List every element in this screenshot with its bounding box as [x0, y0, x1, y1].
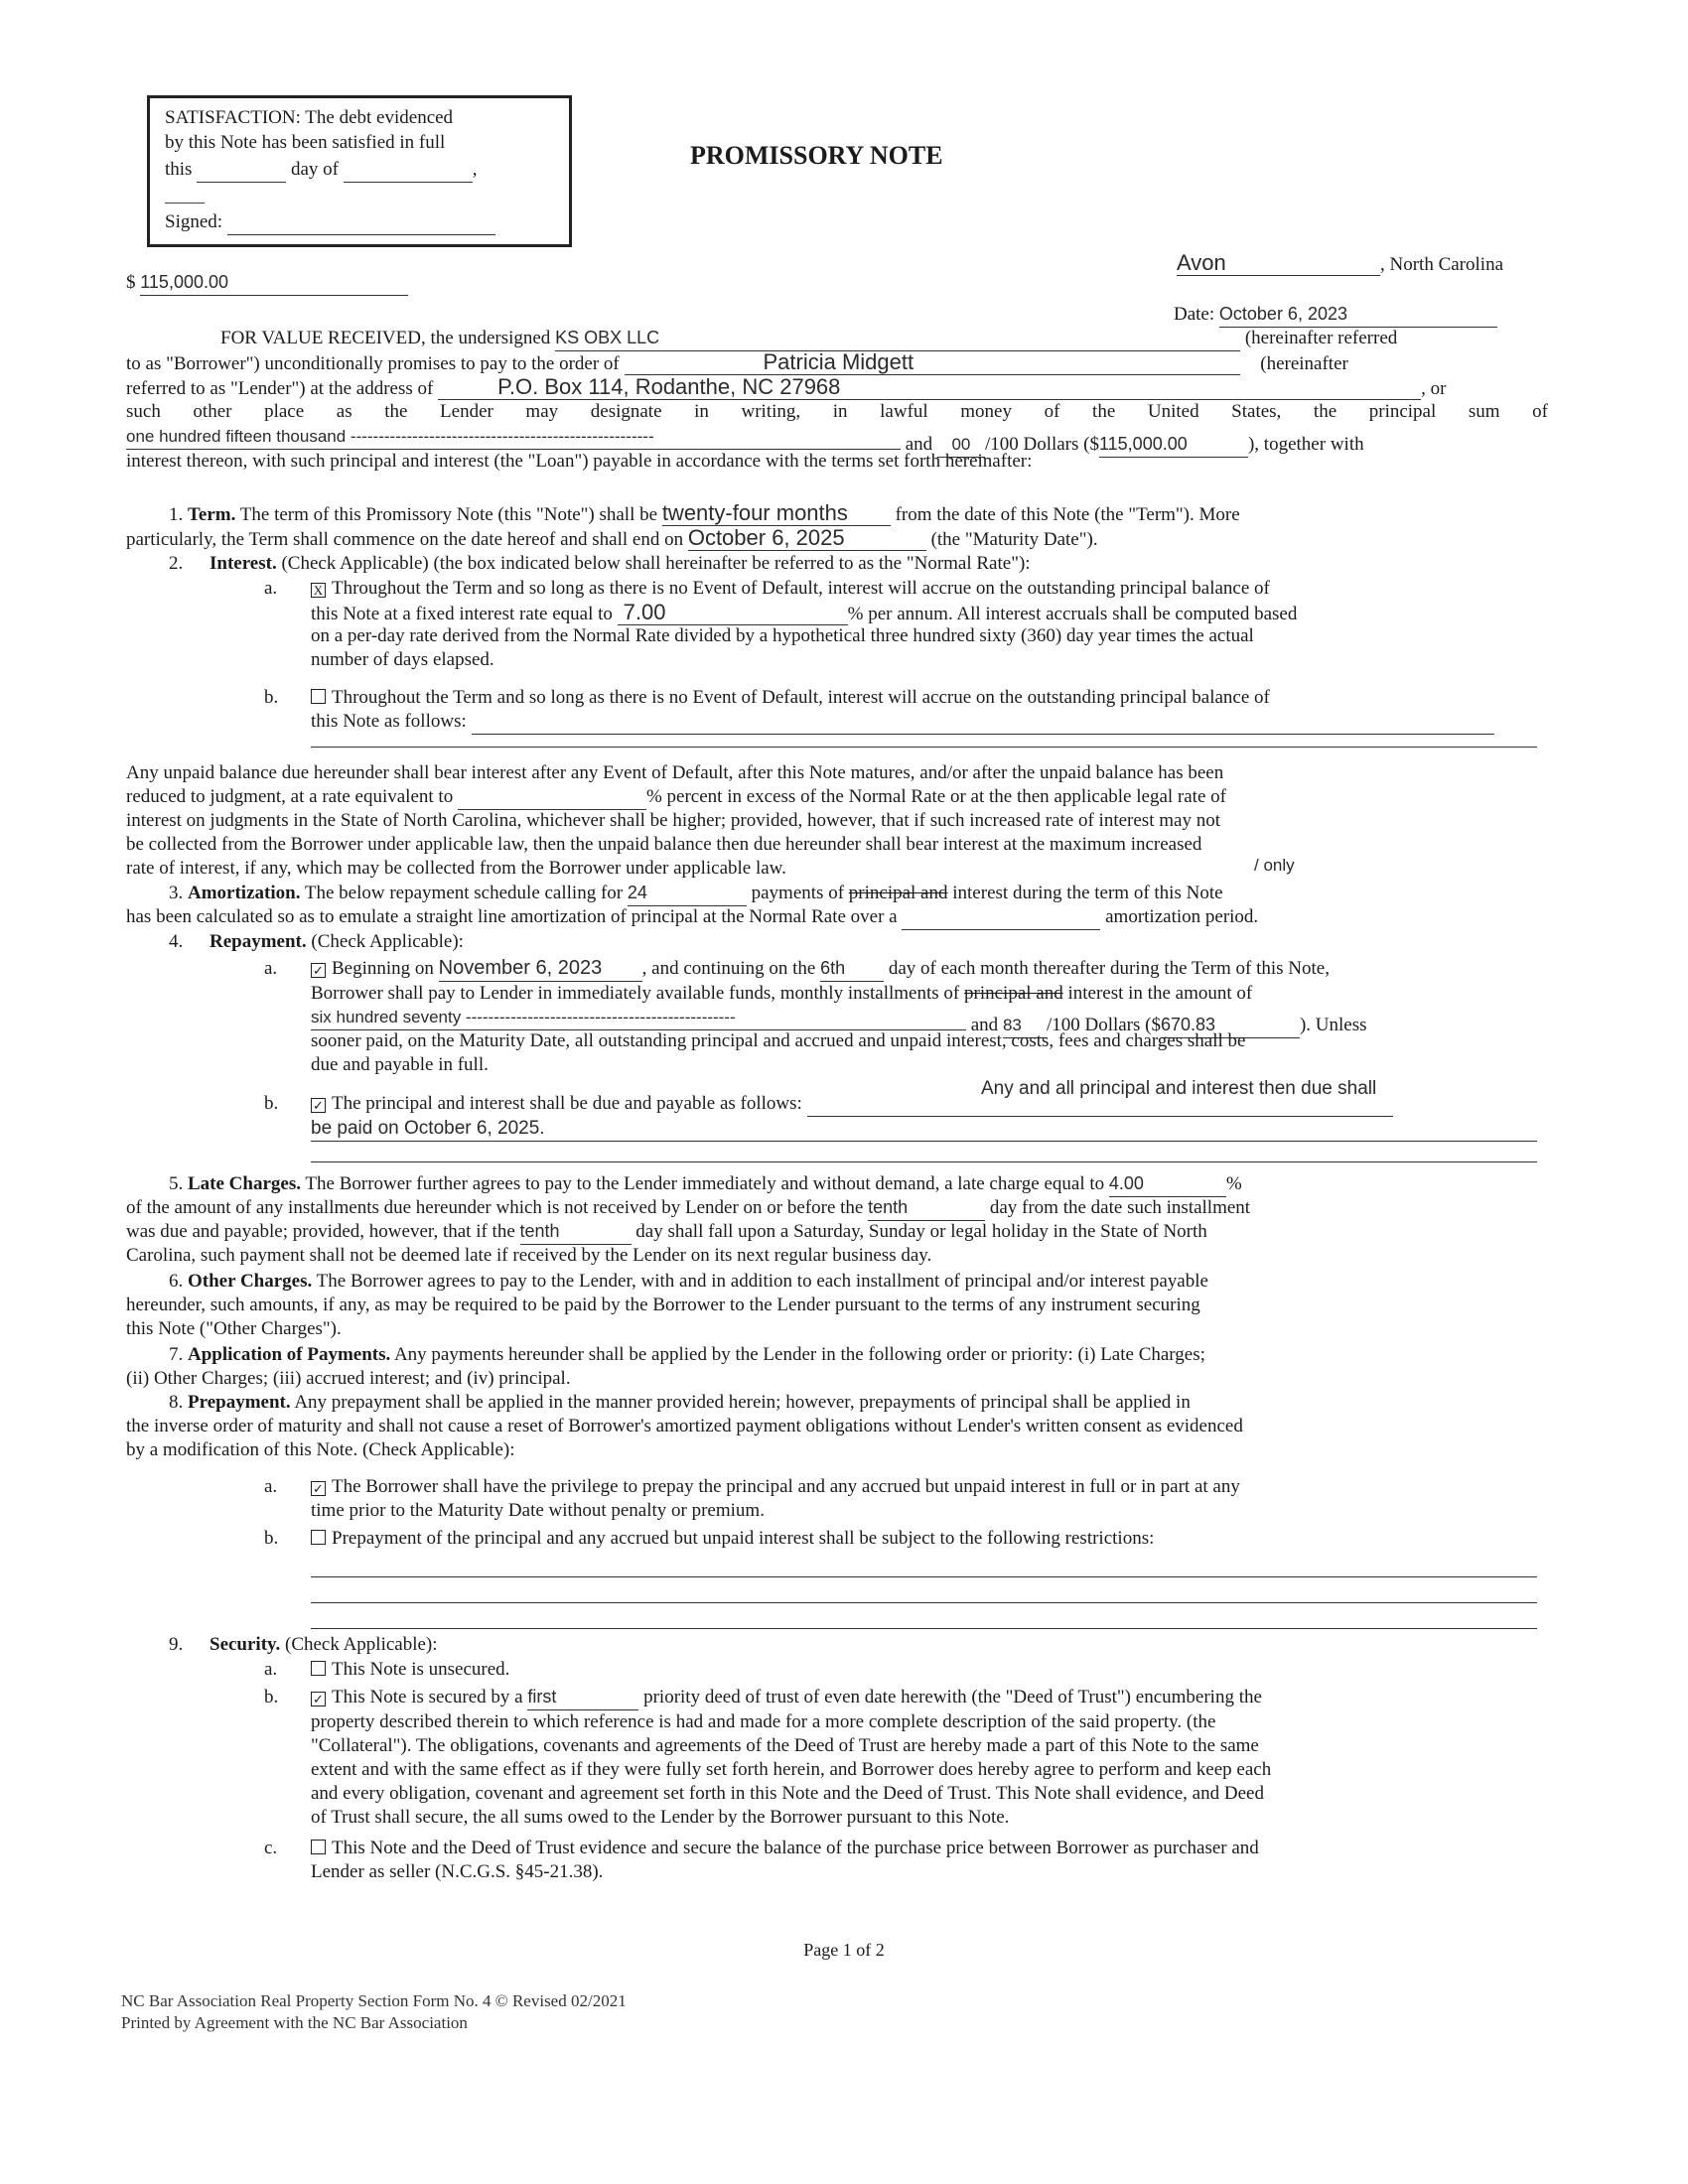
repayment-intro: (Check Applicable): — [311, 931, 464, 952]
section-number: 9. — [169, 1634, 184, 1655]
section-heading: Security. — [210, 1634, 281, 1655]
amortization-text: amortization period. — [1105, 906, 1259, 927]
satisfaction-dayof-label: day of — [290, 159, 339, 180]
term-text: (the "Maturity Date"). — [930, 529, 1098, 550]
prepayment-b-blank-2 — [311, 1602, 1537, 1603]
repayment-a-label: a. — [264, 958, 278, 979]
repayment-text: ). Unless — [1299, 1015, 1367, 1035]
default-line-5: rate of interest, if any, which may be collected from the Borrower under applicable law. — [126, 858, 786, 879]
intro-text: (hereinafter referred — [1244, 328, 1398, 348]
number-of-payments: 24 — [628, 881, 747, 906]
maturity-date: October 6, 2025 — [688, 525, 926, 551]
intro-line-4: such other place as the Lender may designate in writing, in lawful money of the United States, the principal sum of — [126, 401, 1548, 422]
default-line-4: be collected from the Borrower under applicable law, then the unpaid balance then due hereunder shall bear interest at the maximum increased — [126, 834, 1202, 855]
interest-option-b-line-1 — [311, 685, 1270, 710]
security-text: This Note is unsecured. — [332, 1659, 510, 1680]
intro-line-1 — [220, 326, 1397, 351]
installment-cents: 83 — [1003, 1013, 1047, 1038]
repayment-text: , and continuing on the — [641, 958, 816, 979]
repayment-a-checkbox[interactable]: ✓ — [311, 963, 326, 978]
late-line-4: Carolina, such payment shall not be deemed late if received by the Lender on its next regular business day. — [126, 1245, 932, 1266]
repayment-a-line-2 — [311, 981, 1252, 1006]
interest-b-blank-2 — [311, 747, 1537, 748]
section-number: 1. — [169, 504, 184, 525]
document-title: PROMISSORY NOTE — [690, 141, 943, 170]
security-c-label: c. — [264, 1838, 278, 1858]
security-a-label: a. — [264, 1659, 278, 1680]
section-heading: Repayment. — [210, 931, 307, 952]
prepayment-b-label: b. — [264, 1528, 279, 1549]
security-b-line-3: "Collateral"). The obligations, covenants and agreements of the Deed of Trust are hereby made a part of this Note to the same — [311, 1735, 1259, 1756]
section-number: 4. — [169, 931, 184, 952]
satisfaction-this-label: this — [165, 159, 193, 180]
prepayment-b-blank-1 — [311, 1576, 1537, 1577]
intro-text: and — [905, 434, 933, 455]
prepayment-line-2: the inverse order of maturity and shall not cause a reset of Borrower's amortized payment obligations without Lender's written consent as evidenced — [126, 1416, 1243, 1436]
prepayment-a-line-2: time prior to the Maturity Date without penalty or premium. — [311, 1500, 765, 1521]
satisfaction-line-3: this day of , — [165, 157, 477, 183]
term-text: The term of this Promissory Note (this "Note") shall be — [239, 504, 658, 525]
default-line-1: Any unpaid balance due hereunder shall bear interest after any Event of Default, after this Note matures, and/or after the unpaid balance has been — [126, 762, 1224, 783]
amortization-text: The below repayment schedule calling for — [304, 883, 624, 903]
interest-text: this Note as follows: — [311, 711, 467, 732]
footer-form-number: NC Bar Association Real Property Section Form No. 4 © Revised 02/2021 — [121, 1991, 627, 2010]
footer-printed-by: Printed by Agreement with the NC Bar Association — [121, 2013, 468, 2032]
security-a-line — [311, 1657, 509, 1682]
payment-day: 6th — [820, 956, 884, 982]
section-number: 6. — [169, 1271, 184, 1292]
interest-text: % per annum. All interest accruals shall be computed based — [847, 604, 1298, 624]
repayment-a-line-4: sooner paid, on the Maturity Date, all outstanding principal and accrued and unpaid interest, costs, fees and charges shall be — [311, 1030, 1246, 1051]
satisfaction-signed — [165, 209, 495, 235]
late-charge-percent: 4.00 — [1109, 1171, 1226, 1197]
date-label: Date: — [1174, 304, 1215, 325]
section-heading: Prepayment. — [188, 1392, 291, 1413]
late-line-3 — [126, 1219, 1207, 1245]
struck-text: principal and — [848, 883, 948, 903]
default-rate-blank — [458, 784, 646, 810]
lender-name: Patricia Midgett — [625, 349, 1240, 375]
amortization-line-2 — [126, 904, 1258, 930]
interest-option-a-line-1 — [311, 576, 1270, 601]
security-intro: (Check Applicable): — [285, 1634, 438, 1655]
other-line-3: this Note ("Other Charges"). — [126, 1318, 342, 1339]
late-line-1 — [169, 1171, 1242, 1197]
late-day-1: tenth — [868, 1195, 985, 1221]
struck-text: principal and — [964, 983, 1063, 1004]
security-c-checkbox[interactable] — [311, 1840, 326, 1854]
repayment-b-handwriting-2: be paid on October 6, 2025. — [311, 1116, 1537, 1142]
section-number: 3. — [169, 883, 184, 903]
city-state-line: Avon , North Carolina — [1177, 250, 1504, 275]
intro-line-6: interest thereon, with such principal and interest (the "Loan") payable in accordance with the terms set forth hereinafter: — [126, 451, 1033, 472]
interest-option-a-line-2 — [311, 600, 1297, 626]
interest-text: Throughout the Term and so long as there is no Event of Default, interest will accrue on the outstanding principal balance of — [332, 578, 1270, 599]
prepayment-text: Any prepayment shall be applied in the manner provided herein; however, prepayments of principal shall be applied in — [294, 1392, 1191, 1413]
section-number: 5. — [169, 1173, 184, 1194]
prepayment-b-line-1 — [311, 1526, 1154, 1551]
security-c-line-2: Lender as seller (N.C.G.S. §45-21.38). — [311, 1861, 604, 1882]
security-a-checkbox[interactable] — [311, 1661, 326, 1676]
prepayment-b-checkbox[interactable] — [311, 1530, 326, 1545]
satisfaction-month-blank — [344, 157, 473, 183]
principal-sum-number: 115,000.00 — [1099, 432, 1248, 458]
section-heading: Application of Payments. — [188, 1344, 391, 1365]
deed-priority: first — [527, 1685, 638, 1710]
security-text: This Note and the Deed of Trust evidence and secure the balance of the purchase price between Borrower as purchaser and — [332, 1838, 1259, 1858]
intro-line-2 — [126, 349, 1348, 376]
late-line-2 — [126, 1195, 1250, 1221]
term-text: particularly, the Term shall commence on the date hereof and shall end on — [126, 529, 684, 550]
repayment-b-handwriting-1: Any and all principal and interest then due shall — [981, 1078, 1377, 1099]
interest-b-blank — [472, 709, 1494, 735]
section-heading: Term. — [188, 504, 236, 525]
repayment-text: /100 Dollars ($ — [1046, 1015, 1161, 1035]
interest-text: this Note at a fixed interest rate equal to — [311, 604, 613, 624]
intro-text: referred to as "Lender") at the address of — [126, 378, 434, 399]
term-text: from the date of this Note (the "Term"). More — [895, 504, 1240, 525]
amortization-text: interest — [952, 883, 1009, 903]
amortization-line-1 — [169, 881, 1223, 906]
interest-rate: 7.00 — [618, 600, 848, 625]
security-heading-line — [169, 1632, 438, 1657]
late-text: day from the date such installment — [989, 1197, 1251, 1218]
amortization-text: payments of — [751, 883, 845, 903]
amortization-text: has been calculated so as to emulate a straight line amortization of principal at the Normal Rate over a — [126, 906, 898, 927]
signed-blank — [227, 209, 495, 235]
late-text: % — [1225, 1173, 1242, 1194]
interest-a-label: a. — [264, 578, 278, 599]
intro-text: FOR VALUE RECEIVED, the undersigned — [220, 328, 551, 348]
security-b-label: b. — [264, 1687, 279, 1707]
prepayment-text: Prepayment of the principal and any accrued but unpaid interest shall be subject to the following restrictions: — [332, 1528, 1155, 1549]
section-heading: Amortization. — [188, 883, 301, 903]
term-line-1 — [169, 500, 1240, 527]
principal-amount-header — [126, 270, 408, 296]
amortization-period-blank — [902, 904, 1100, 930]
repayment-heading-line — [169, 929, 464, 954]
late-text: was due and payable; provided, however, that if the — [126, 1221, 515, 1242]
interest-b-checkbox[interactable] — [311, 689, 326, 704]
default-line-2 — [126, 784, 1226, 810]
repayment-b-line-2 — [311, 1116, 1537, 1142]
date-line — [1174, 302, 1497, 328]
installment-words: six hundred seventy ------------------------------------------------ — [311, 1005, 966, 1030]
section-number: 7. — [169, 1344, 184, 1365]
satisfaction-line-1: SATISFACTION: The debt evidenced — [165, 107, 454, 128]
prepayment-a-line-1 — [311, 1474, 1240, 1499]
satisfaction-day-blank — [197, 157, 286, 183]
first-payment-date: November 6, 2023 — [439, 956, 642, 982]
date-value: October 6, 2023 — [1219, 302, 1497, 328]
other-text: The Borrower agrees to pay to the Lender, with and in addition to each installment of principal and/or interest payable — [316, 1271, 1208, 1292]
prepayment-b-blank-3 — [311, 1628, 1537, 1629]
repayment-text: and — [970, 1015, 999, 1035]
interest-option-a-line-3: on a per-day rate derived from the Normal Rate divided by a hypothetical three hundred sixty (360) day year times the actual — [311, 625, 1254, 646]
security-b-line-2: property described therein to which reference is had and made for a more complete description of the said property. (the — [311, 1711, 1216, 1732]
application-line-2: (ii) Other Charges; (iii) accrued interest; and (iv) principal. — [126, 1368, 571, 1389]
application-line-1 — [169, 1342, 1205, 1367]
state-label: North Carolina — [1389, 254, 1504, 275]
interest-option-a-line-4: number of days elapsed. — [311, 649, 494, 670]
city-value: Avon — [1177, 250, 1380, 276]
interest-option-b-line-2 — [311, 709, 1494, 735]
interest-intro: (Check Applicable) (the box indicated below shall hereinafter be referred to as the "Normal Rate"): — [281, 553, 1031, 574]
security-b-line-6: of Trust shall secure, the all sums owed to the Lender by the Borrower pursuant to this Note. — [311, 1807, 1010, 1828]
repayment-b-blank-3 — [311, 1161, 1537, 1162]
late-text: The Borrower further agrees to pay to the Lender immediately and without demand, a late charge equal to — [305, 1173, 1105, 1194]
dollar-sign: $ — [126, 272, 136, 293]
amortization-only-handwriting: / only — [1254, 856, 1295, 875]
security-text: This Note is secured by a — [332, 1687, 523, 1707]
section-heading: Late Charges. — [188, 1173, 301, 1194]
repayment-a-line-1 — [311, 956, 1330, 982]
page-number: Page 1 of 2 — [803, 1940, 885, 1960]
section-number: 8. — [169, 1392, 184, 1413]
repayment-b-checkbox[interactable]: ✓ — [311, 1098, 326, 1113]
security-b-line-5: and every obligation, covenant and agreement set forth in this Note and the Deed of Trust. This Note shall evidence, and Deed — [311, 1783, 1264, 1804]
intro-line-3 — [126, 374, 1446, 401]
term-line-2 — [126, 525, 1098, 552]
prepayment-a-label: a. — [264, 1476, 278, 1497]
intro-text: , or — [1421, 378, 1447, 399]
prepayment-a-checkbox[interactable]: ✓ — [311, 1481, 326, 1496]
repayment-text: interest in the amount of — [1067, 983, 1253, 1004]
satisfaction-line-2: by this Note has been satisfied in full — [165, 132, 446, 153]
prepayment-line-3: by a modification of this Note. (Check Applicable): — [126, 1439, 515, 1460]
default-text: % percent in excess of the Normal Rate or at the then applicable legal rate of — [645, 786, 1226, 807]
intro-text: (hereinafter — [1260, 353, 1348, 374]
security-b-line-4: extent and with the same effect as if they were fully set forth herein, and Borrower does hereby agree to perform and keep each — [311, 1759, 1272, 1780]
repayment-text: Borrower shall pay to Lender in immediately available funds, monthly installments of — [311, 983, 960, 1004]
section-heading: Other Charges. — [188, 1271, 313, 1292]
section-heading: Interest. — [210, 553, 277, 574]
amortization-text: during the term of this Note — [1012, 883, 1223, 903]
other-line-1 — [169, 1269, 1208, 1294]
default-text: reduced to judgment, at a rate equivalent to — [126, 786, 454, 807]
intro-text: to as "Borrower") unconditionally promises to pay to the order of — [126, 353, 620, 374]
prepayment-line-1 — [169, 1390, 1191, 1415]
interest-a-checkbox[interactable]: X — [311, 583, 326, 598]
principal-amount-value: 115,000.00 — [140, 270, 408, 296]
section-number: 2. — [169, 553, 184, 574]
signed-label: Signed: — [165, 211, 223, 232]
repayment-b-label: b. — [264, 1093, 279, 1114]
term-length: twenty-four months — [662, 500, 891, 526]
security-b-line-1 — [311, 1685, 1262, 1710]
late-text: day shall fall upon a Saturday, Sunday or legal holiday in the State of North — [635, 1221, 1207, 1242]
satisfaction-short-rule — [165, 203, 205, 204]
interest-heading-line — [169, 551, 1031, 576]
prepayment-text: The Borrower shall have the privilege to prepay the principal and any accrued but unpaid interest in full or in part at any — [332, 1476, 1240, 1497]
repayment-text: The principal and interest shall be due and payable as follows: — [332, 1093, 802, 1114]
interest-text: Throughout the Term and so long as there is no Event of Default, interest will accrue on the outstanding principal balance of — [332, 687, 1270, 708]
late-day-2: tenth — [520, 1219, 632, 1245]
repayment-b-blank-1 — [807, 1091, 1393, 1117]
security-text: priority deed of trust of even date herewith (the "Deed of Trust") encumbering the — [643, 1687, 1262, 1707]
installment-amount: 670.83 — [1161, 1013, 1300, 1038]
repayment-a-line-5: due and payable in full. — [311, 1054, 489, 1075]
repayment-text: Beginning on — [332, 958, 434, 979]
default-line-3: interest on judgments in the State of North Carolina, whichever shall be higher; provided, however, that if such increased rate of interest may not — [126, 810, 1220, 831]
security-b-checkbox[interactable]: ✓ — [311, 1692, 326, 1706]
intro-text: /100 Dollars ($ — [984, 434, 1099, 455]
interest-b-label: b. — [264, 687, 279, 708]
lender-address: P.O. Box 114, Rodanthe, NC 27968 — [438, 374, 1421, 400]
repayment-text: day of each month thereafter during the Term of this Note, — [888, 958, 1330, 979]
repayment-b-line-1 — [311, 1091, 1393, 1117]
borrower-name: KS OBX LLC — [555, 326, 1240, 351]
security-c-line-1 — [311, 1836, 1259, 1860]
other-line-2: hereunder, such amounts, if any, as may be required to be paid by the Borrower to the Lender pursuant to the terms of any instrument securing — [126, 1295, 1200, 1315]
principal-sum-words: one hundred fifteen thousand ------------------------------------------------------ — [126, 424, 901, 450]
intro-text: ), together with — [1247, 434, 1364, 455]
late-text: of the amount of any installments due hereunder which is not received by Lender on or before the — [126, 1197, 864, 1218]
application-text: Any payments hereunder shall be applied by the Lender in the following order or priority: (i) Late Charges; — [393, 1344, 1205, 1365]
principal-cents: 00 — [937, 432, 985, 458]
